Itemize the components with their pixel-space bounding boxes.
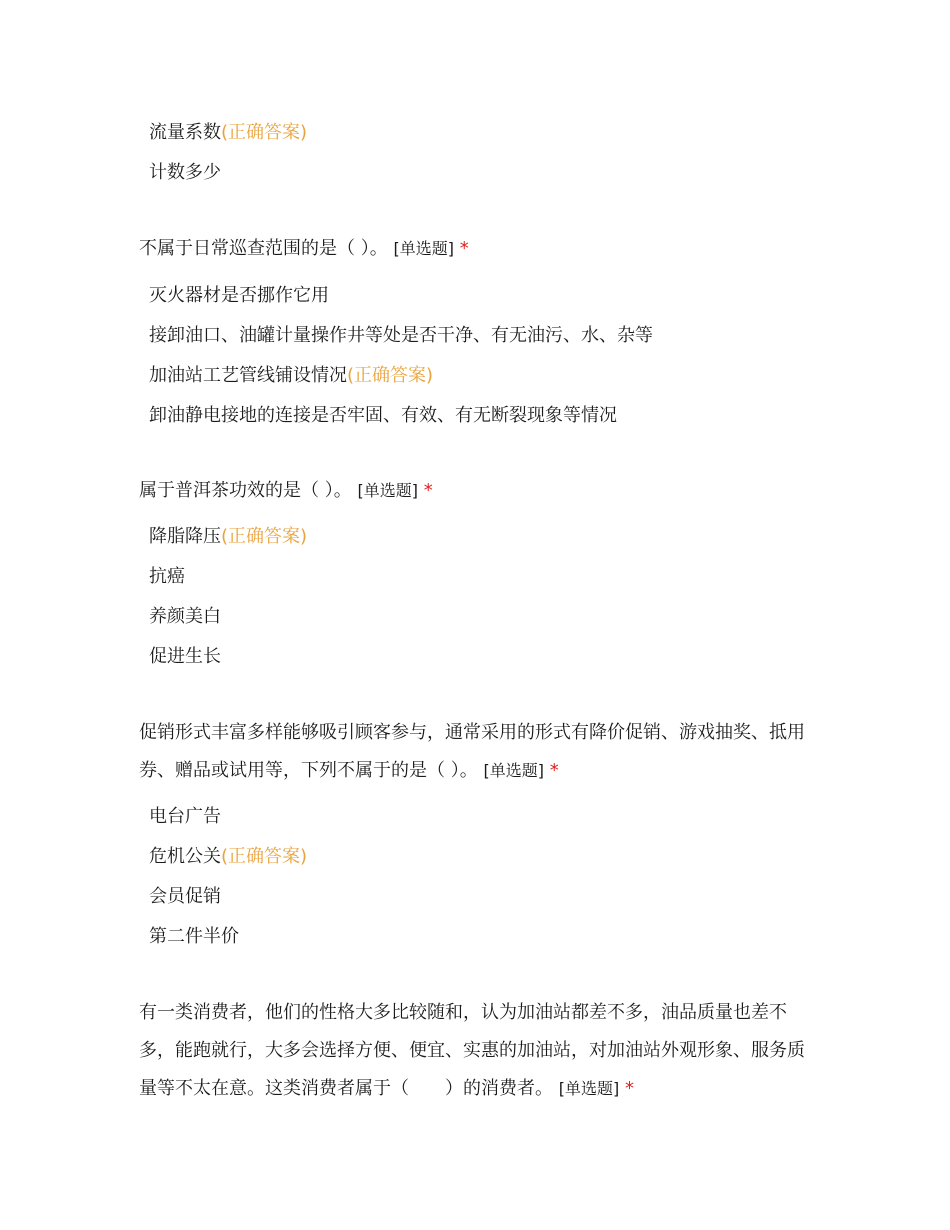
option-label: 养颜美白 [149,606,221,627]
q1-option-c[interactable] [149,364,433,388]
option-label: 接卸油口、油罐计量操作井等处是否干净、有无油污、水、杂等 [149,325,653,346]
question-type-tag: [单选题] [357,481,418,500]
q2-option-b[interactable] [149,565,185,589]
option-label: 降脂降压 [149,526,221,547]
option-count[interactable] [149,161,221,185]
question-type-tag: [单选题] [483,761,544,780]
required-mark: * [459,238,469,259]
option-label: 电台广告 [149,806,221,827]
q3-option-c[interactable] [149,885,221,909]
question-text: 促销形式丰富多样能够吸引顾客参与，通常采用的形式有降价促销、游戏抽奖、抵用券、赠品或试用等，下列不属于的是（ ）。 [139,722,805,781]
question-3 [139,714,819,790]
option-label: 流量系数 [149,122,221,143]
option-label: 第二件半价 [149,926,239,947]
option-label: 抗癌 [149,566,185,587]
question-type-tag: [单选题] [393,239,454,258]
option-label: 危机公关 [149,846,221,867]
q1-option-a[interactable] [149,284,329,308]
question-type-tag: [单选题] [558,1079,620,1098]
question-text: 属于普洱茶功效的是（ ）。 [139,480,352,501]
q3-option-a[interactable] [149,805,221,829]
option-label: 灭火器材是否挪作它用 [149,285,329,306]
correct-answer-marker: (正确答案) [221,526,308,547]
question-text: 不属于日常巡查范围的是（ ）。 [139,238,388,259]
q1-option-b[interactable] [149,324,653,348]
question-4 [139,994,819,1108]
required-mark: * [549,760,559,781]
question-2 [139,472,819,510]
question-text: 有一类消费者，他们的性格大多比较随和，认为加油站都差不多，油品质量也差不多，能跑就行，大多会选择方便、便宜、实惠的加油站，对加油站外观形象、服务质量等不太在意。这类消费者属于（ ）的消费者。 [139,1002,805,1099]
option-label: 卸油静电接地的连接是否牢固、有效、有无断裂现象等情况 [149,405,617,426]
q2-option-c[interactable] [149,605,221,629]
correct-answer-marker: (正确答案) [221,122,308,143]
option-label: 会员促销 [149,886,221,907]
option-flow-coefficient[interactable] [149,121,307,145]
q3-option-d[interactable] [149,925,239,949]
q2-option-a[interactable] [149,525,307,549]
option-label: 促进生长 [149,646,221,667]
q3-option-b[interactable] [149,845,307,869]
q2-option-d[interactable] [149,645,221,669]
question-1 [139,230,819,268]
required-mark: * [423,480,433,501]
option-label: 加油站工艺管线铺设情况 [149,365,347,386]
correct-answer-marker: (正确答案) [221,846,308,867]
required-mark: * [624,1078,634,1099]
q1-option-d[interactable] [149,404,617,428]
correct-answer-marker: (正确答案) [347,365,434,386]
option-label: 计数多少 [149,162,221,183]
